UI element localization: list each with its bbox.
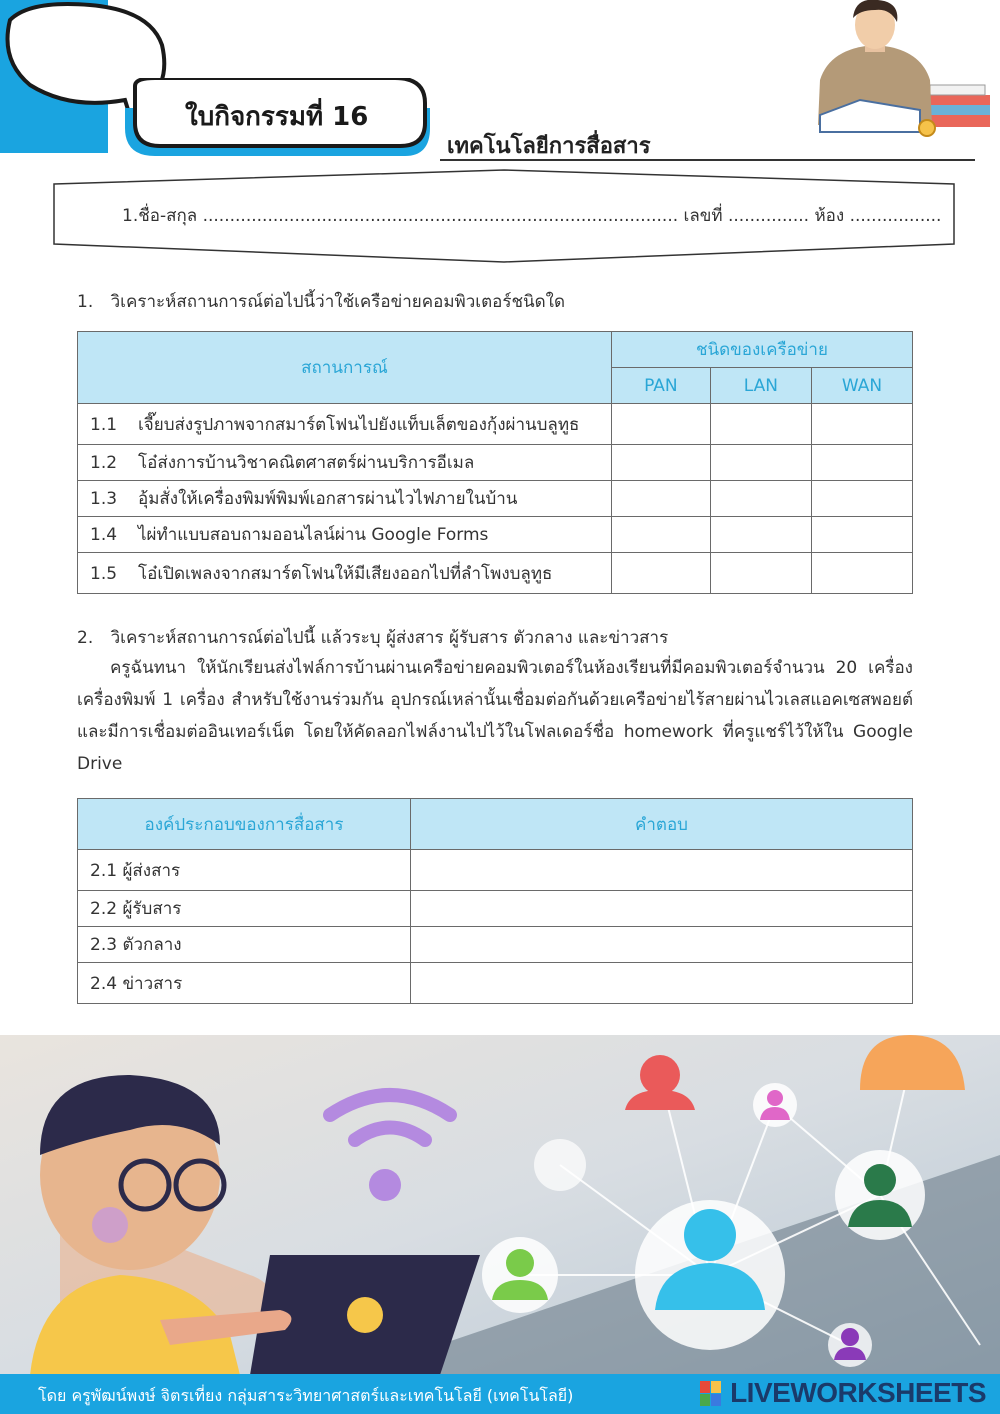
communication-components-table — [77, 798, 913, 1004]
lan-answer-cell[interactable] — [710, 553, 811, 594]
situation-text: โอ๋ส่งการบ้านวิชาคณิตศาสตร์ผ่านบริการอีเมล — [138, 453, 475, 473]
header-divider — [440, 159, 975, 161]
table-row — [78, 891, 913, 927]
col-situation-header: สถานการณ์ — [78, 332, 612, 404]
pan-answer-cell[interactable] — [611, 517, 710, 553]
wan-answer-cell[interactable] — [811, 404, 912, 445]
wan-answer-cell[interactable] — [811, 553, 912, 594]
answer-cell[interactable] — [411, 850, 913, 891]
liveworksheets-logo-icon — [700, 1381, 722, 1407]
table-row — [78, 553, 913, 594]
liveworksheets-brand[interactable]: LIVEWORKSHEETS — [730, 1377, 986, 1408]
wan-answer-cell[interactable] — [811, 481, 912, 517]
lan-answer-cell[interactable] — [710, 517, 811, 553]
table-row — [78, 404, 913, 445]
table-row — [78, 850, 913, 891]
situation-text: ไผ่ทำแบบสอบถามออนไลน์ผ่าน Google Forms — [138, 525, 489, 545]
row-number: 1.5 — [90, 563, 118, 584]
row-number: 1.4 — [90, 525, 118, 545]
question-1-text: วิเคราะห์สถานการณ์ต่อไปนี้ว่าใช้เครือข่ายคอมพิวเตอร์ชนิดใด — [110, 292, 566, 312]
col-wan-header: WAN — [811, 368, 912, 404]
pan-answer-cell[interactable] — [611, 481, 710, 517]
col-pan-header: PAN — [611, 368, 710, 404]
network-type-table — [77, 331, 913, 594]
wan-answer-cell[interactable] — [811, 445, 912, 481]
answer-cell[interactable] — [411, 927, 913, 963]
question-2-text: วิเคราะห์สถานการณ์ต่อไปนี้ แล้วระบุ ผู้ส่งสาร ผู้รับสาร ตัวกลาง และข่าวสาร — [110, 628, 669, 648]
lan-answer-cell[interactable] — [710, 481, 811, 517]
scenario-paragraph — [77, 652, 913, 780]
student-info-line: 1.ชื่อ-สกุล ........................................................................................ เลขที่ ............... ห้อง ................. — [122, 206, 942, 226]
component-label: 2.2 ผู้รับสาร — [78, 891, 411, 927]
pan-answer-cell[interactable] — [611, 445, 710, 481]
col-component-header: องค์ประกอบของการสื่อสาร — [78, 799, 411, 850]
row-number: 1.1 — [90, 414, 118, 435]
network-illustration — [0, 1035, 1000, 1375]
question-2-number: 2. — [77, 628, 94, 648]
footer-bar — [0, 1374, 1000, 1414]
wan-answer-cell[interactable] — [811, 517, 912, 553]
component-label: 2.3 ตัวกลาง — [78, 927, 411, 963]
lan-answer-cell[interactable] — [710, 404, 811, 445]
component-label: 2.4 ข่าวสาร — [78, 963, 411, 1004]
table-row — [78, 517, 913, 553]
answer-cell[interactable] — [411, 963, 913, 1004]
situation-text: โอ๋เปิดเพลงจากสมาร์ตโฟนให้มีเสียงออกไปที่ลำโพงบลูทูธ — [138, 563, 553, 584]
situation-text: เจี๊ยบส่งรูปภาพจากสมาร์ตโฟนไปยังแท็บเล็ตของกุ้งผ่านบลูทูธ — [138, 414, 580, 435]
table-row — [78, 927, 913, 963]
pan-answer-cell[interactable] — [611, 553, 710, 594]
row-number: 1.2 — [90, 453, 118, 473]
teacher-illustration — [800, 0, 990, 140]
row-number: 1.3 — [90, 489, 118, 509]
col-lan-header: LAN — [710, 368, 811, 404]
table-row — [78, 963, 913, 1004]
pan-answer-cell[interactable] — [611, 404, 710, 445]
table-row — [78, 445, 913, 481]
question-1 — [77, 288, 565, 315]
component-label: 2.1 ผู้ส่งสาร — [78, 850, 411, 891]
question-1-number: 1. — [77, 292, 94, 312]
col-network-type-header: ชนิดของเครือข่าย — [611, 332, 912, 368]
table-row — [78, 481, 913, 517]
footer-credit: โดย ครูพัฒน์พงษ์ จิตรเที่ยง กลุ่มสาระวิทยาศาสตร์และเทคโนโลยี (เทคโนโลยี) — [38, 1386, 574, 1405]
lan-answer-cell[interactable] — [710, 445, 811, 481]
activity-title: ใบกิจกรรมที่ 16 — [185, 102, 369, 132]
subject-title: เทคโนโลยีการสื่อสาร — [447, 134, 651, 159]
situation-text: อุ้มสั่งให้เครื่องพิมพ์พิมพ์เอกสารผ่านไวไฟภายในบ้าน — [138, 489, 518, 509]
question-2 — [77, 624, 668, 651]
col-answer-header: คำตอบ — [411, 799, 913, 850]
answer-cell[interactable] — [411, 891, 913, 927]
scenario-text: ครูฉันทนา ให้นักเรียนส่งไฟล์การบ้านผ่านเครือข่ายคอมพิวเตอร์ในห้องเรียนที่มีคอมพิวเตอร์จำนวน 20 เครื่อง เครื่องพิมพ์ 1 เครื่อง สำหรับใช้งานร่วมกัน อุปกรณ์เหล่านั้นเชื่อมต่อกันด้วยเครือข่ายไร้สายผ่านไวเลสแอคเซสพอยต์ และมีการเชื่อมต่ออินเทอร์เน็ต โดยให้คัดลอกไฟล์งานไปไว้ในโฟลเดอร์ชื่อ homework ที่ครูแชร์ไว้ให้ใน Google Drive — [77, 658, 913, 774]
